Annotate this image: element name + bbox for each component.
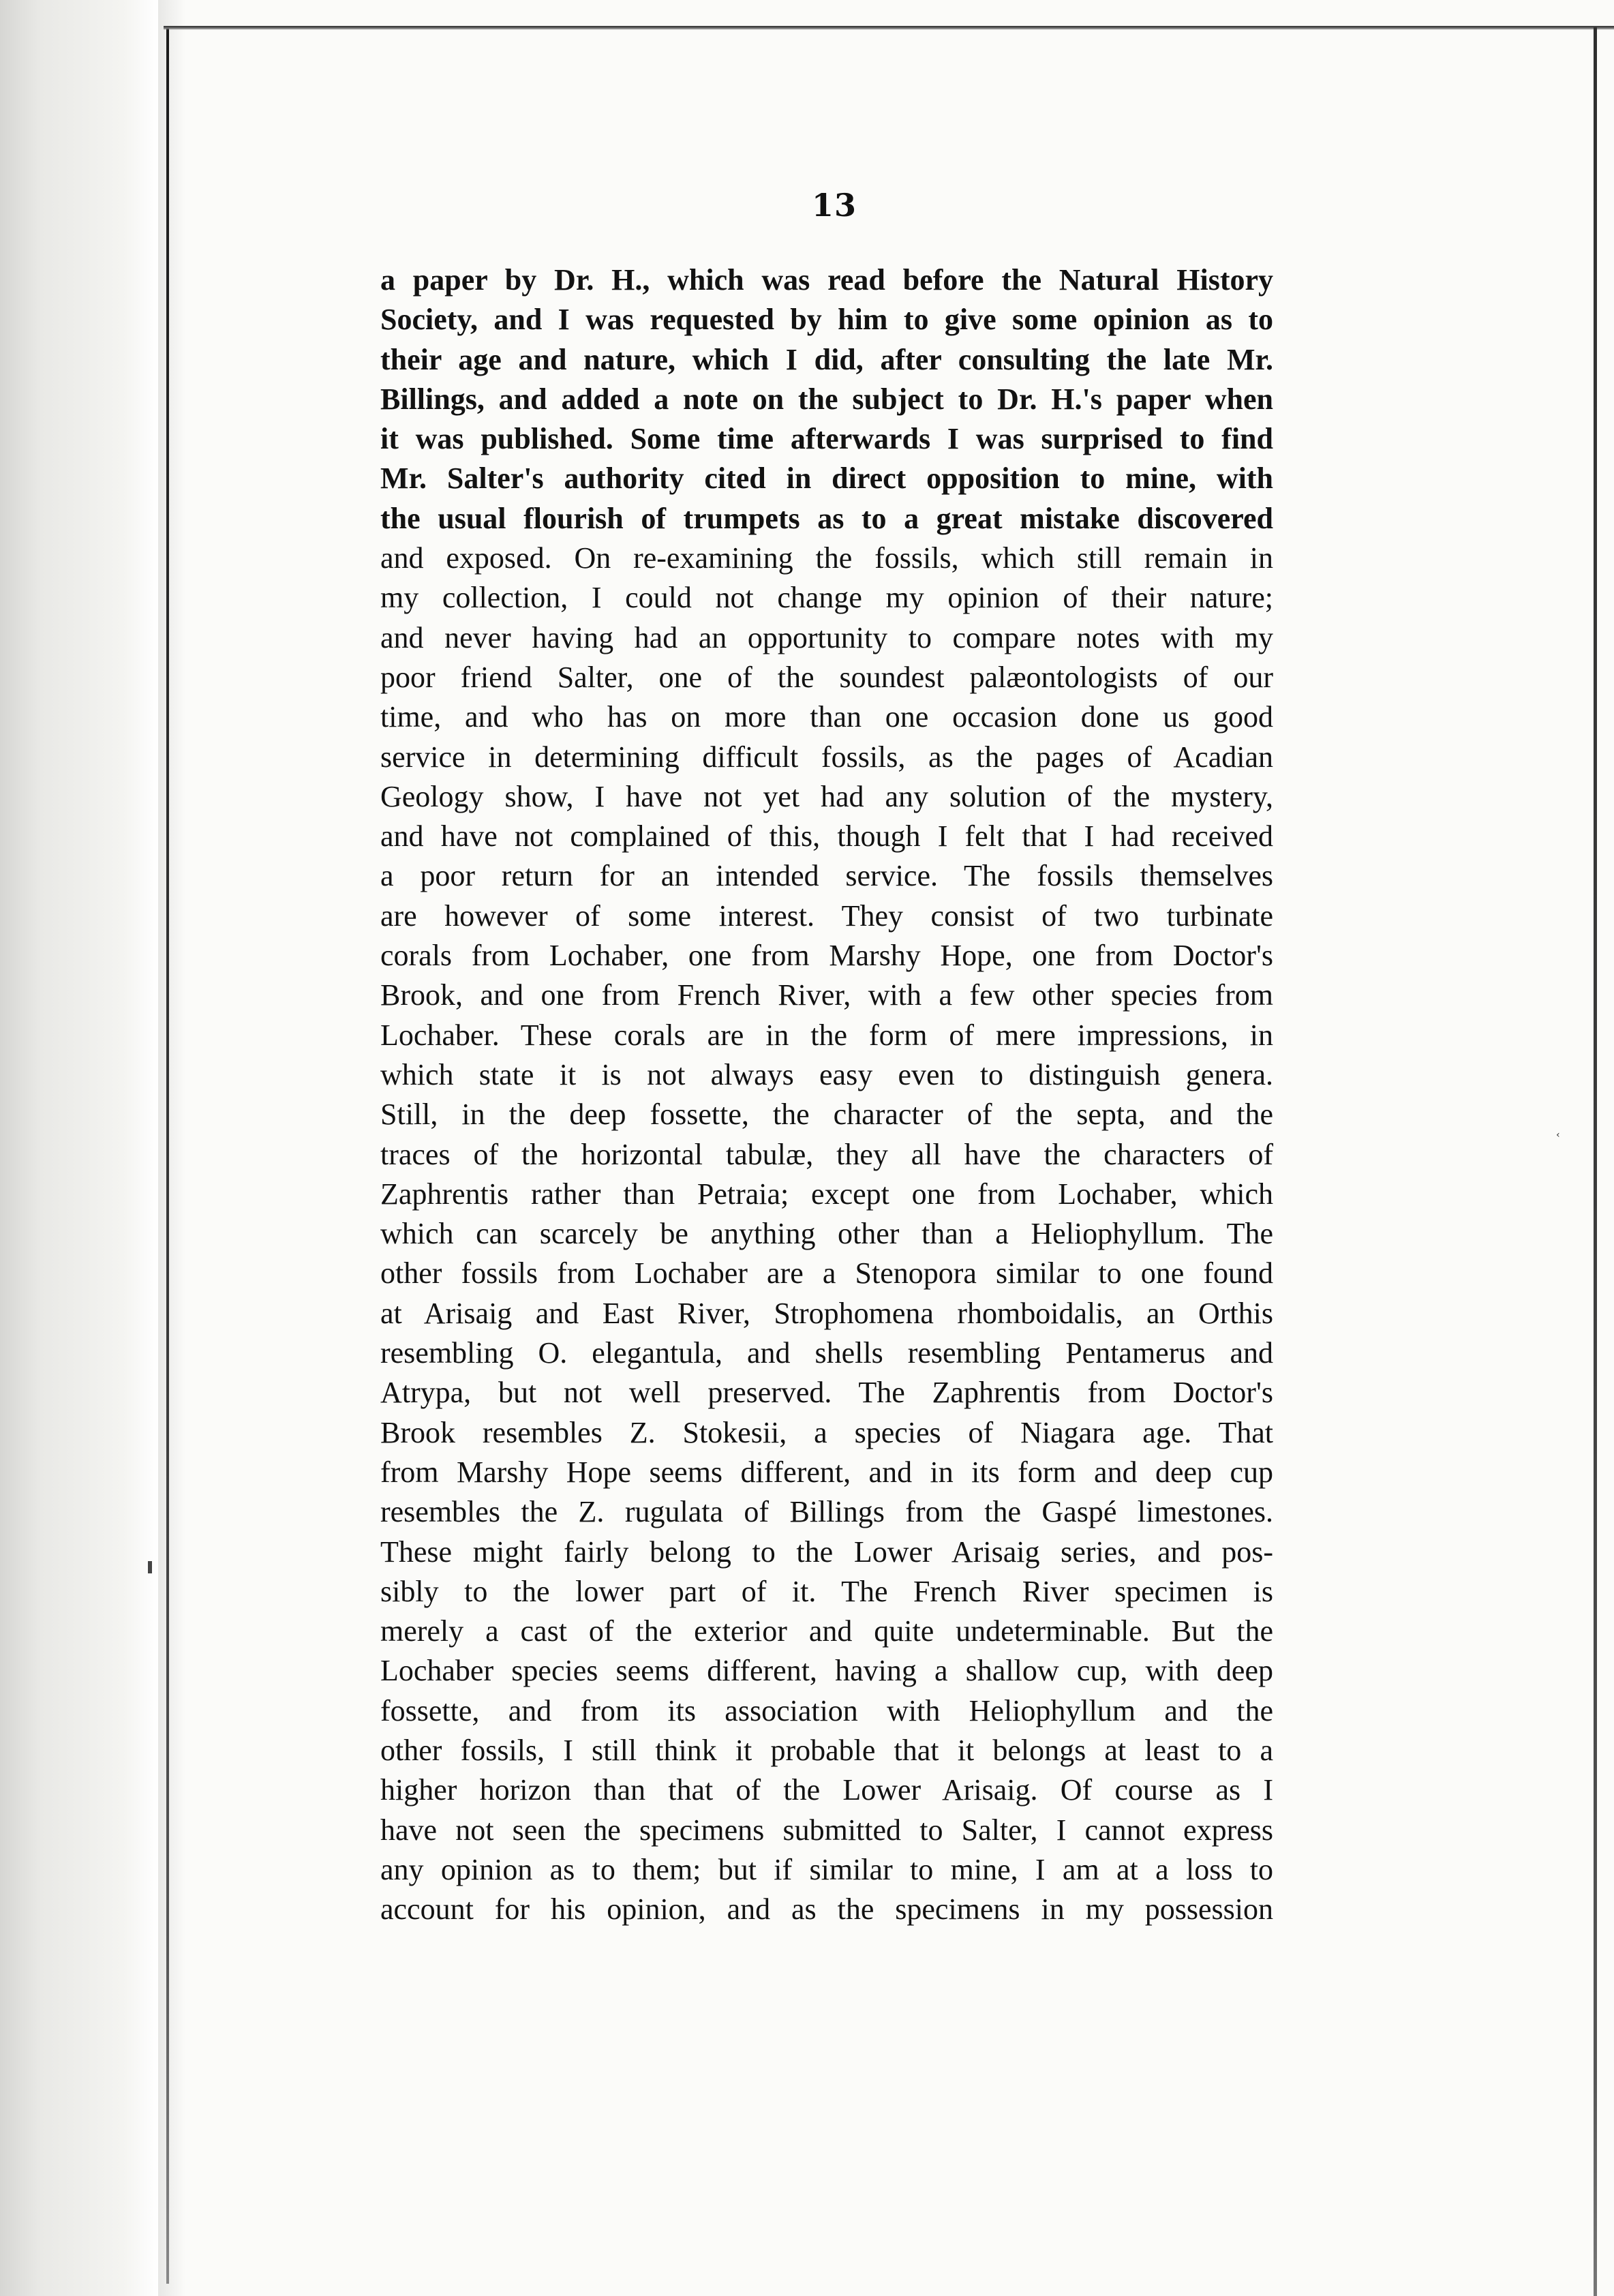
text-line: which state it is not always easy even to distinguish genera. [380, 1057, 1273, 1091]
text-line: a paper by Dr. H., which was read before the Natural History [380, 263, 1273, 297]
text-line: Brook resembles Z. Stokesii, a species of Niagara age. That [380, 1415, 1273, 1449]
text-line: poor friend Salter, one of the soundest palæontologists of our [380, 660, 1273, 694]
text-line: and never having had an opportunity to compare notes with my [380, 620, 1273, 654]
text-line: account for his opinion, and as the specimens in my possession [380, 1892, 1273, 1927]
gutter-shadow [158, 0, 185, 2296]
page-number: 13 [811, 187, 857, 224]
text-line: Lochaber species seems different, having a shallow cup, with deep [380, 1654, 1273, 1688]
text-line: it was published. Some time afterwards I was surprised to find [380, 422, 1273, 456]
text-line: from Marshy Hope seems different, and in its form and deep cup [380, 1455, 1273, 1489]
body-text [380, 260, 1273, 1929]
text-line: their age and nature, which I did, after consulting the late Mr. [380, 342, 1273, 376]
text-line: and exposed. On re-examining the fossils, which still remain in [380, 541, 1273, 575]
text-line: merely a cast of the exterior and quite undeterminable. But the [380, 1614, 1273, 1648]
text-line: Geology show, I have not yet had any solution of the mystery, [380, 779, 1273, 813]
text-line: sibly to the lower part of it. The French River specimen is [380, 1574, 1273, 1608]
text-line: are however of some interest. They consist of two turbinate [380, 898, 1273, 933]
text-line: Zaphrentis rather than Petraia; except one from Lochaber, which [380, 1177, 1273, 1211]
text-line: any opinion as to them; but if similar to mine, I am at a loss to [380, 1852, 1273, 1886]
page-gutter-edge [166, 27, 169, 2284]
text-line: Society, and I was requested by him to give some opinion as to [380, 303, 1273, 337]
text-line: These might fairly belong to the Lower Arisaig series, and pos- [380, 1535, 1273, 1569]
text-line: Lochaber. These corals are in the form of mere impressions, in [380, 1018, 1273, 1052]
text-line: Still, in the deep fossette, the character of the septa, and the [380, 1098, 1273, 1132]
text-line: Atrypa, but not well preserved. The Zaphrentis from Doctor's [380, 1376, 1273, 1410]
text-line: and have not complained of this, though I felt that I had received [380, 819, 1273, 854]
text-line: which can scarcely be anything other than a Heliophyllum. The [380, 1217, 1273, 1251]
text-line: Billings, and added a note on the subject to Dr. H.'s paper when [380, 382, 1273, 416]
text-line: a poor return for an intended service. The fossils themselves [380, 859, 1273, 893]
text-line: time, and who has on more than one occasion done us good [380, 700, 1273, 734]
text-line: service in determining difficult fossils, as the pages of Acadian [380, 740, 1273, 774]
text-line: my collection, I could not change my opinion of their nature; [380, 581, 1273, 615]
text-line: resembles the Z. rugulata of Billings from the Gaspé limestones. [380, 1495, 1273, 1529]
text-line: Brook, and one from French River, with a few other species from [380, 978, 1273, 1012]
margin-mark-left [148, 1561, 152, 1573]
margin-mark-right: ‹ [1556, 1130, 1560, 1141]
text-line: traces of the horizontal tabulæ, they all have the characters of [380, 1137, 1273, 1171]
page-top-edge [164, 26, 1614, 30]
text-line: resembling O. elegantula, and shells resembling Pentamerus and [380, 1336, 1273, 1370]
text-line: at Arisaig and East River, Strophomena rhomboidalis, an Orthis [380, 1296, 1273, 1330]
text-line: other fossils, I still think it probable that it belongs at least to a [380, 1733, 1273, 1767]
text-line: fossette, and from its association with Heliophyllum and the [380, 1693, 1273, 1727]
text-line: corals from Lochaber, one from Marshy Hope, one from Doctor's [380, 939, 1273, 973]
facing-page-margin [0, 0, 158, 2296]
text-line: higher horizon than that of the Lower Arisaig. Of course as I [380, 1773, 1273, 1807]
text-line: Mr. Salter's authority cited in direct opposition to mine, with [380, 462, 1273, 496]
page-right-edge [1594, 27, 1597, 2296]
text-line: have not seen the specimens submitted to Salter, I cannot express [380, 1813, 1273, 1847]
text-line: other fossils from Lochaber are a Stenopora similar to one found [380, 1256, 1273, 1290]
text-line: the usual flourish of trumpets as to a great mistake discovered [380, 501, 1273, 535]
